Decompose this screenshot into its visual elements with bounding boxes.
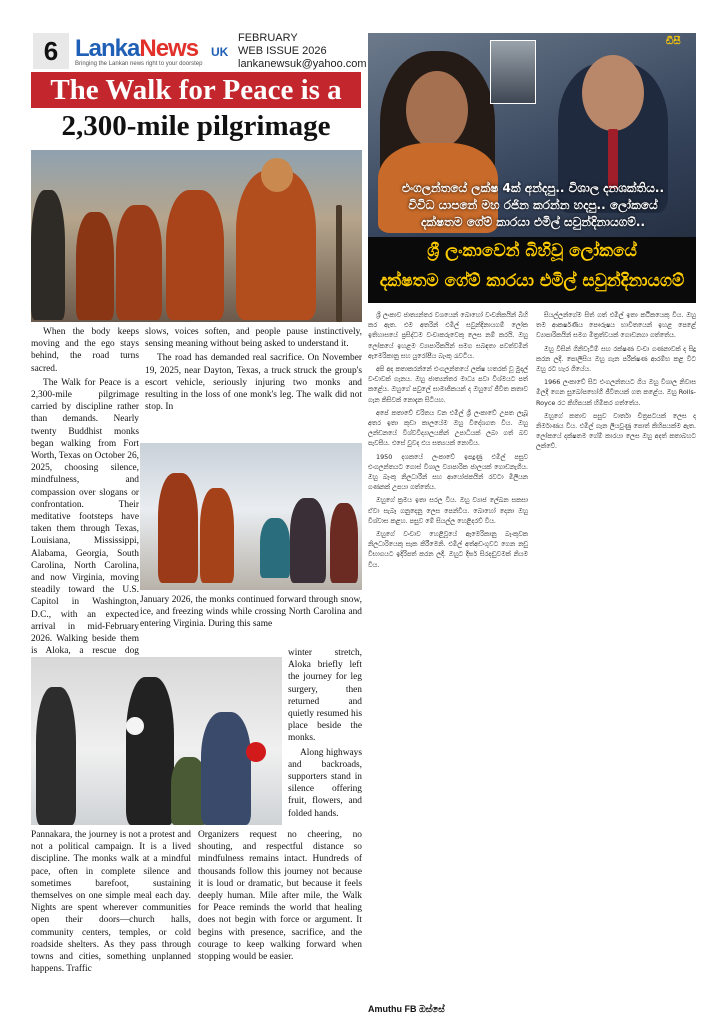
banner-line-1: ශ්‍රී ලංකාවෙන් බිහිවූ ලෝකයේ xyxy=(427,241,637,261)
col2-paragraph-1: slows, voices soften, and people pause instinctively, sensing meaning without being asked to understand it. xyxy=(145,327,362,350)
feature-banner xyxy=(368,237,696,303)
col2-paragraph-6: Organizers request no cheering, no shouting, and respectful distance so mindfulness remains intact. Hundreds of thousands follow this journey not because it is loud or dramatic, but because it feels deeply human. Mile after mile, the Walk for Peace reminds the world that healing does not begin with force or argument. It begins with presence, sacrifice, and the courage to keep walking forward when stopping would be easier. xyxy=(198,830,362,963)
sinhala-col2-paragraph-1: සියල්ලන්ගේම සිත් ගත් එමිල් ඉතා කථිකයෙකු විය. ඔහු තම ආකර්ෂණීය පෞරුෂය භාවිතයෙන් ඉහළ පෙළේ ව්‍යාපාරිකයින් සමග මිත්‍රත්වයක් ගොඩනගා ගත්තේය. xyxy=(536,311,696,340)
article-column-2-bottom xyxy=(198,829,362,965)
issue-month: FEBRUARY xyxy=(238,32,298,44)
overlay-line-1: එංගලන්තයේ ලක්ෂ 4ක් අන්දපු.. විශාල දනශක්තිය.. xyxy=(401,181,665,195)
page-number: 6 xyxy=(33,33,69,69)
col2-paragraph-3: January 2026, the monks continued forward through snow, ice, and freezing winds while crossing North Carolina and entering Virginia. During this same xyxy=(140,595,362,630)
article-column-1-bottom xyxy=(31,829,191,977)
article-column-2-mid xyxy=(140,594,362,633)
col1-paragraph-1: When the body keeps moving and the ego stays behind, the road turns sacred. xyxy=(31,327,139,374)
headline-line-2: 2,300-mile pilgrimage xyxy=(61,110,331,142)
overlay-line-3: දක්ෂතම ගේම් කාරයා එමිල් සවුන්දිනායගම්.. xyxy=(420,215,646,229)
logo-suffix: UK xyxy=(211,45,229,59)
contact-email: lankanewsuk@yahoo.com xyxy=(238,58,367,70)
sinhala-col1-paragraph-6: ඔහුගේ වංචාව හෙළිවූයේ ඇමෙරිකානු බැංකුවක නිලධාරියෙකු සැක කිරීමෙනි. එමිල් අත්අඩංගුවට ගෙන නඩු විභාගයට ඉදිරිපත් කරන ලදී. ඔහුට දීර්ඝ සිරදඬුවමක් නියම විය. xyxy=(368,530,528,569)
sinhala-column-2 xyxy=(536,310,696,1000)
article-column-2-top xyxy=(145,326,362,415)
col1-paragraph-4: Pannakara, the journey is not a protest and not a political campaign. It is a lived discipline. The monks walk at a mindful pace, often in complete silence and sometimes barefoot, sustaining themselves on one simple meal each day. Nights are spent wherever communities open their doors—church halls, community centers, temples, or cold roadside shelters. As they pass through towns and cities, something unplanned happens. Traffic xyxy=(31,830,191,975)
sinhala-col1-paragraph-1: ශ්‍රී ලංකාව ජාත්‍යන්තර වශයෙන් බොහෝ වංචනිකයින් බිහි කර ඇත. එම අතරින් එමිල් සවුන්දිනායගම් ලෝක ඉතිහාසයේ ප්‍රසිද්ධම වංචාකරුවෙකු ලෙස නම් කරයි. ඔහු ලෝකයේ ඉහළම ව්‍යාපාරිකයින් සමග සබඳතා පවත්වමින් ඇමෙරිකානු සහ යුරෝපීය බැංකු රැවටීය. xyxy=(368,311,528,360)
banner-line-2: දක්ෂතම ගේම් කාරයා එමිල් සවුන්දිනායගම් xyxy=(379,271,685,291)
headline-line-1: The Walk for Peace is a xyxy=(31,72,361,108)
corner-logo: ඩීසී xyxy=(666,36,681,47)
sinhala-col1-paragraph-2: අපි අද කතාකරන්නේ එංගලන්තයේ ලක්ෂ හතරක් වූ මුදල් වංචාවක් ගැනය. ඔහු ජාත්‍යන්තර මාධ්‍ය පවා විශ්මයට පත් කළේය. ඔහුගේ පවුලේ සාමාජිකයන් ද ඔහුගේ ජීවිත කතාව ගැන කිසිවක් නොදැන සිටියහ. xyxy=(368,365,528,404)
col1-paragraph-2: The Walk for Peace is a 2,300-mile pilgrimage carried by discipline rather than demands. Nearly twenty Buddhist monks began walking from Fort Worth, Texas on October 26, 2025, choosing silence, mindfulness, and compassion over slogans or confrontation. Their meditative footsteps have taken them through Texas, Louisiana, Mississippi, Alabama, Georgia, South Carolina, North Carolina, and now Virginia, moving steadily toward the U.S. Capitol in Washington, D.C., with an expected arrival in mid-February 2026. Walking beside them is Aloka, a rescue dog xyxy=(31,377,139,657)
monks-snow-photo xyxy=(140,443,362,590)
sinhala-col2-paragraph-3: 1966 ලංකාවේ සිට එංගලන්තයට ගිය ඔහු විශාල නිවාස මිලදී ගෙන සුඛෝපභෝගී ජීවිතයක් ගත කළේය. ඔහු Rolls-Royce රථ කිහිපයක් හිමිකර ගත්තේය. xyxy=(536,378,696,407)
monks-walking-photo xyxy=(31,150,362,322)
col2-paragraph-5: Along highways and backroads, supporters stand in silence offering fruit, flowers, and folded hands. xyxy=(288,747,362,819)
feature-overlay-text xyxy=(378,180,688,231)
sinhala-col2-paragraph-2: ඔහු විසින් ගිනිවැටීම් සහ රක්ෂණ වංචා ගණනාවක් ද සිදු කරන ලදී. පොලිසිය ඔහු ගැන පරීක්ෂණ ආරම්භ කළ විට ඔහු රට හැර ගියේය. xyxy=(536,344,696,374)
issue-label: WEB ISSUE 2026 xyxy=(238,45,327,57)
overlay-line-2: විවිධ යාපනේ මහ රජින කරන්න හදපු.. ලෝකයේ xyxy=(408,198,658,212)
logo-tagline: Bringing the Lankan news right to your doorstep xyxy=(75,61,203,67)
inset-portrait xyxy=(490,40,536,104)
sinhala-col1-paragraph-5: ඔහුගේ ක්‍රමය ඉතා සරල විය. ඔහු ව්‍යාජ ලේඛන සකසා ඒවා සැබෑ ගනුදෙනු ලෙස පෙන්වීය. බොහෝ දෙනා ඔහු විශ්වාස කළහ. පසුව මේ සියල්ල හෙළිදරව් විය. xyxy=(368,496,528,525)
article-headline xyxy=(31,72,361,144)
lankanews-logo xyxy=(73,33,235,69)
photo-credit: Amuthu FB ඔස්සේ xyxy=(368,1004,445,1014)
supporters-flowers-photo xyxy=(31,657,282,825)
issue-info xyxy=(238,32,367,71)
sinhala-col2-paragraph-4: ඔහුගේ කතාව පසුව වාර්තා චිත්‍රපටයක් ලෙස ද නිර්මාණය විය. එමිල් ගැන ලියවුණු පොත් කිහිපයක්ම ඇත. ලෝකයේ දක්ෂතම ගේම් කාරයා ලෙස ඔහු අදත් කතාබහට ලක්වේ. xyxy=(536,411,696,451)
sinhala-col1-paragraph-4: 1950 දශකයේ ලංකාවේ ඉපදුණු එමිල් පසුව එංගලන්තයට ගොස් විශාල ව්‍යාපාරික ජාලයක් ගොඩනැගීය. ඔහු බැංකු නිලධාරීන් සහ ආයෝජකයින් රවටා මිලියන ගණනක් උපයා ගත්තේය. xyxy=(368,452,528,492)
col2-paragraph-2: The road has demanded real sacrifice. On November 19, 2025, near Dayton, Texas, a truck struck the group's escort vehicle, seriously injuring two monks and resulting in the loss of one monk's leg. The walk did not stop. In xyxy=(145,353,362,413)
article-column-2-side xyxy=(288,647,362,822)
col2-paragraph-4: winter stretch, Aloka briefly left the journey for leg surgery, then returned and quietly resumed his place beside the monks. xyxy=(288,648,362,744)
logo-wordmark: LankaNews xyxy=(75,35,199,62)
sinhala-col1-paragraph-3: අපේ කතාවේ චරිතය වන එමිල් ශ්‍රී ලංකාවේ උපත ලැබූ අතර ඉතා කුඩා කාලයේම ඔහු විදේශගත විය. ඔහු ලන්ඩනයේ විශ්වවිද්‍යාලයකින් උපාධියක් ලබා ගත් බව පැවසීය. එසේ වුවද එය සත්‍යයක් නොවීය. xyxy=(368,408,528,448)
sinhala-column-1 xyxy=(368,310,528,1000)
